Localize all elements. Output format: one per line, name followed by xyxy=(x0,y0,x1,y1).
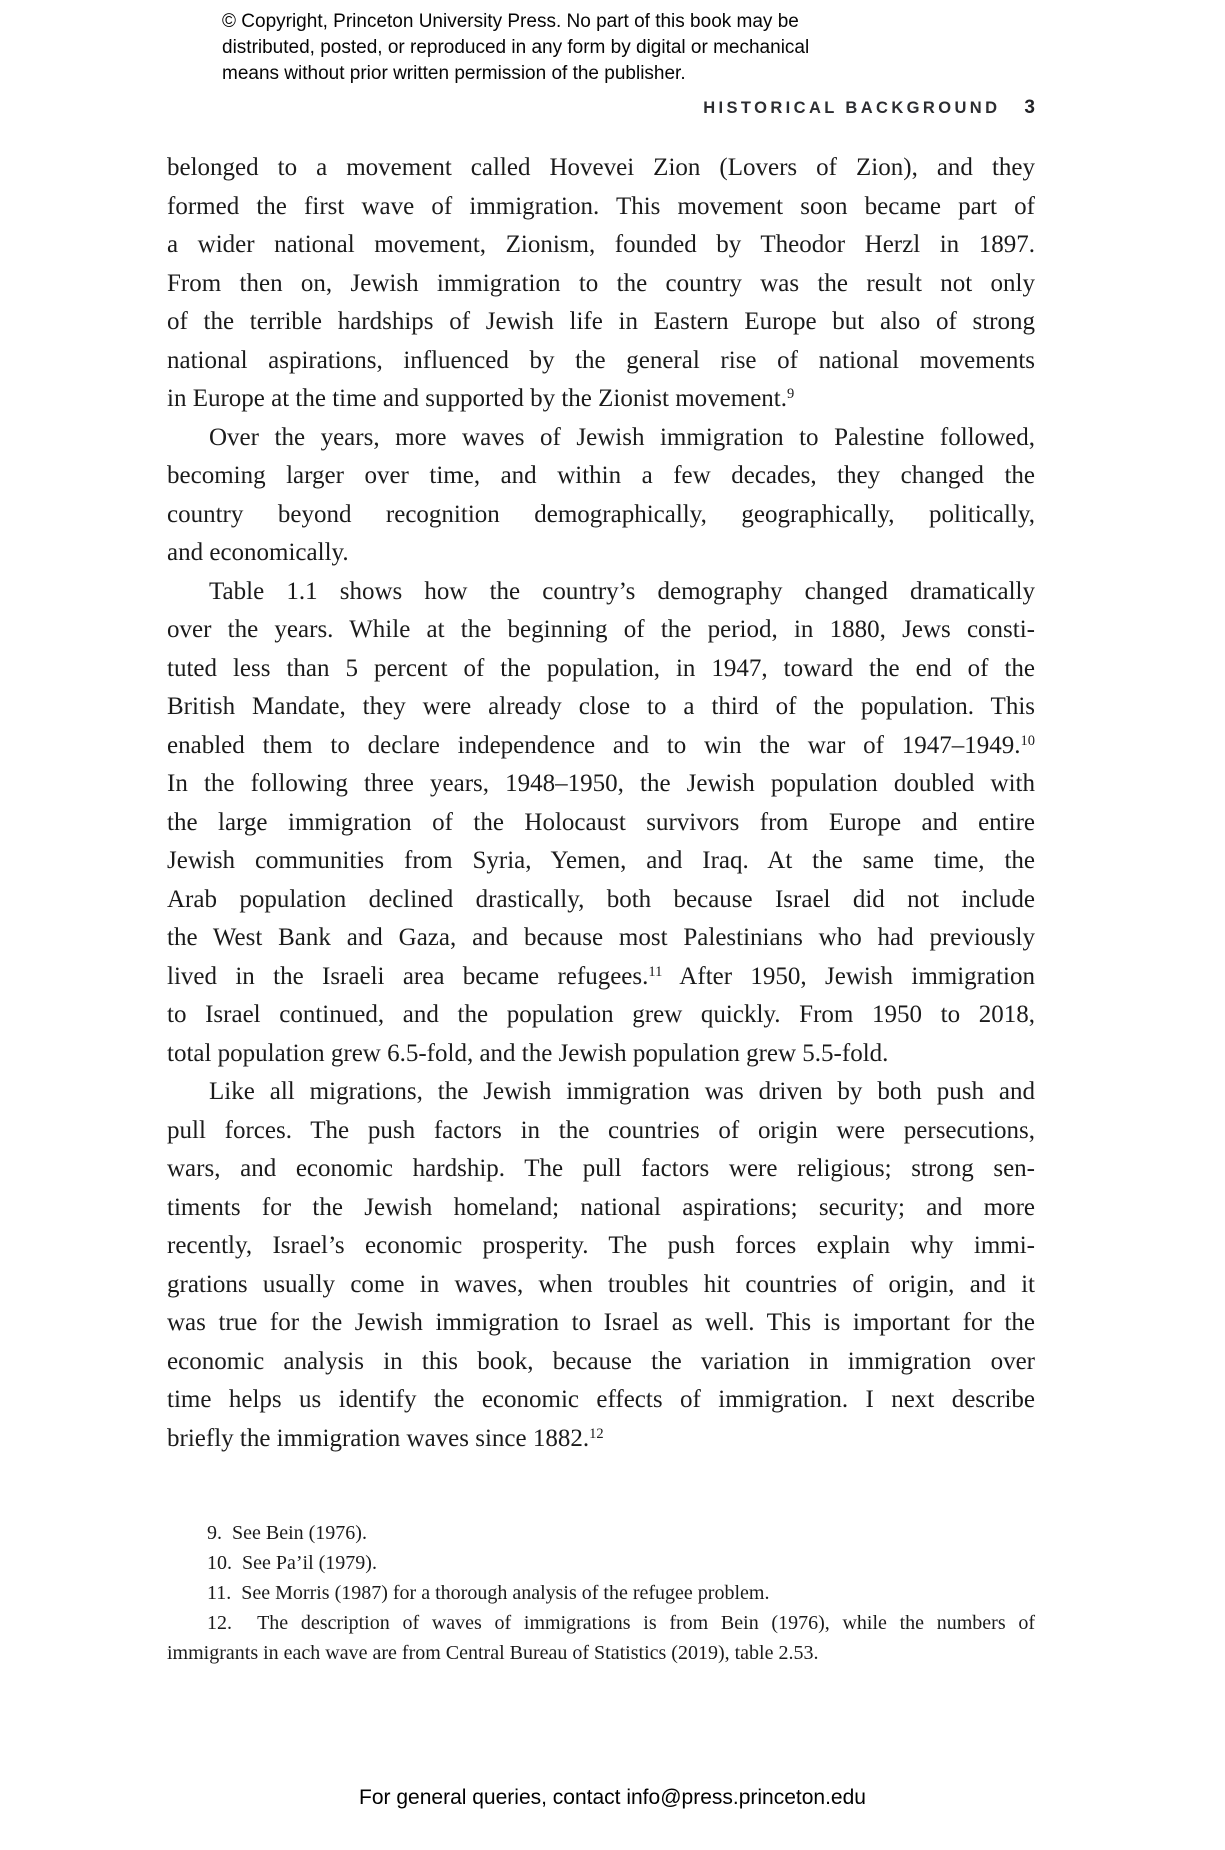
body-line: belonged to a movement called Hovevei Zion (Lovers of Zion), and they xyxy=(167,154,1035,181)
body-line: pull forces. The push factors in the countries of origin were persecutions, xyxy=(167,1116,1035,1144)
body-line: Table 1.1 shows how the country’s demography changed dramatically xyxy=(209,577,1035,605)
body-line: From then on, Jewish immigration to the country was the result not only xyxy=(167,269,1035,297)
copyright-notice xyxy=(222,9,809,87)
footnote-line: 10. See Pa’il (1979). xyxy=(207,1552,377,1574)
body-line: recently, Israel’s economic prosperity. The push forces explain why immi- xyxy=(167,1232,1035,1259)
footnote-line: 12. The description of waves of immigrations is from Bein (1976), while the numbers of xyxy=(207,1612,1035,1634)
body-line: and economically. xyxy=(167,539,349,566)
body-line: of the terrible hardships of Jewish life in Eastern Europe but also of strong xyxy=(167,308,1035,335)
body-line: wars, and economic hardship. The pull factors were religious; strong sen- xyxy=(167,1155,1035,1182)
body-line: British Mandate, they were already close to a third of the population. This xyxy=(167,693,1035,720)
body-line: grations usually come in waves, when troubles hit countries of origin, and it xyxy=(167,1270,1035,1298)
body-line: lived in the Israeli area became refugees.$^{11}$ After 1950, Jewish immigration xyxy=(167,962,1035,990)
body-line: Like all migrations, the Jewish immigration was driven by both push and xyxy=(209,1078,1035,1105)
footnote-ref: 10 xyxy=(1020,732,1035,749)
body-line: tuted less than 5 percent of the population, in 1947, toward the end of the xyxy=(167,654,1035,682)
body-line: time helps us identify the economic effects of immigration. I next describe xyxy=(167,1386,1035,1413)
body-line: in Europe at the time and supported by the Zionist movement.$^9$ xyxy=(167,385,795,412)
body-line: Over the years, more waves of Jewish immigration to Palestine followed, xyxy=(209,423,1035,451)
copyright-line: means without prior written permission of the publisher. xyxy=(222,63,686,84)
body-line: national aspirations, influenced by the general rise of national movements xyxy=(167,346,1035,374)
body-line: enabled them to declare independence and to win the war of 1947–1949.10 xyxy=(167,731,1035,759)
body-line: briefly the immigration waves since 1882.12 xyxy=(167,1424,604,1452)
body-line: the large immigration of the Holocaust survivors from Europe and entire xyxy=(167,808,1035,836)
body-line: becoming larger over time, and within a few decades, they changed the xyxy=(167,462,1035,489)
body-line: total population grew 6.5-fold, and the Jewish population grew 5.5-fold. xyxy=(167,1039,889,1067)
footnote-ref: 11 xyxy=(648,963,663,980)
page-number: 3 xyxy=(1024,97,1035,118)
running-head-title: HISTORICAL BACKGROUND xyxy=(703,99,1001,117)
footnote-line: 11. See Morris (1987) for a thorough analysis of the refugee problem. xyxy=(207,1582,770,1604)
copyright-line: distributed, posted, or reproduced in any form by digital or mechanical xyxy=(222,37,810,58)
body-line: a wider national movement, Zionism, founded by Theodor Herzl in 1897. xyxy=(167,231,1035,258)
copyright-line: © Copyright, Princeton University Press. No part of this book may be xyxy=(222,11,799,32)
running-head xyxy=(703,97,1035,119)
body-line: country beyond recognition demographically, geographically, politically, xyxy=(167,500,1035,528)
footer-contact-text: For general queries, contact info@press.princeton.edu xyxy=(359,1786,866,1809)
body-line: was true for the Jewish immigration to Israel as well. This is important for the xyxy=(167,1309,1035,1336)
footnote-line: 9. See Bein (1976). xyxy=(207,1522,367,1544)
body-line: timents for the Jewish homeland; national aspirations; security; and more xyxy=(167,1193,1035,1221)
footnote-line: immigrants in each wave are from Central Bureau of Statistics (2019), table 2.53. xyxy=(167,1642,819,1664)
body-text xyxy=(167,149,1035,1458)
body-line: Jewish communities from Syria, Yemen, and Iraq. At the same time, the xyxy=(167,847,1035,874)
body-line: the West Bank and Gaza, and because most Palestinians who had previously xyxy=(167,924,1035,951)
footnote-ref: 9 xyxy=(787,386,795,403)
body-line: economic analysis in this book, because the variation in immigration over xyxy=(167,1347,1035,1375)
footnotes xyxy=(167,1518,1035,1668)
page-footer xyxy=(0,1786,1225,1810)
body-line: Arab population declined drastically, both because Israel did not include xyxy=(167,885,1035,913)
footnote-ref: 12 xyxy=(589,1425,604,1442)
body-line: to Israel continued, and the population grew quickly. From 1950 to 2018, xyxy=(167,1001,1035,1028)
body-line: In the following three years, 1948–1950, the Jewish population doubled with xyxy=(167,770,1035,797)
body-line: over the years. While at the beginning of the period, in 1880, Jews consti- xyxy=(167,616,1035,643)
body-line: formed the first wave of immigration. This movement soon became part of xyxy=(167,192,1035,220)
